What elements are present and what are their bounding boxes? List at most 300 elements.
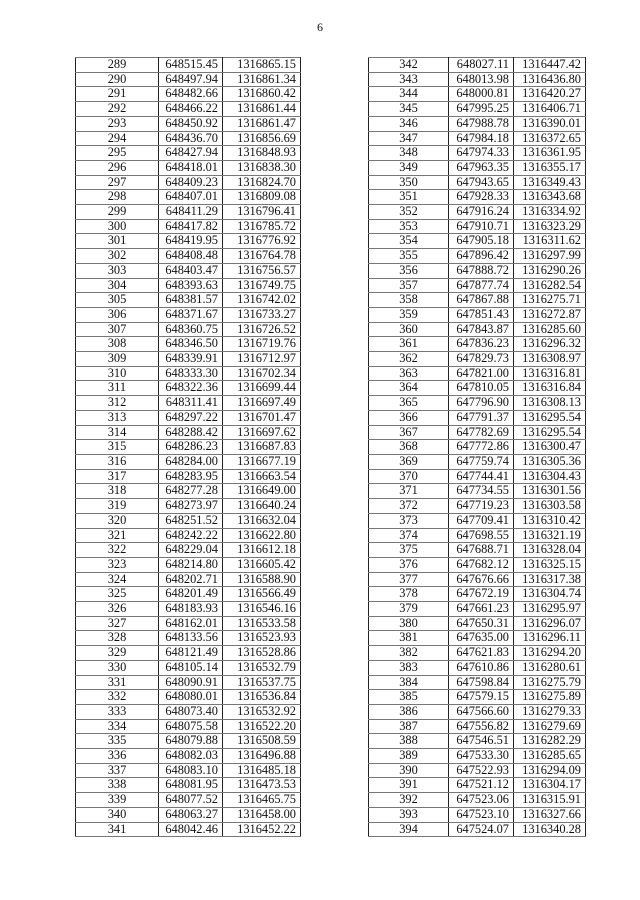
x-coordinate-cell: 647556.82 xyxy=(449,719,514,734)
y-coordinate-cell: 1316295.54 xyxy=(514,410,586,425)
point-number-cell: 364 xyxy=(369,381,449,396)
y-coordinate-cell: 1316323.29 xyxy=(514,219,586,234)
table-row xyxy=(76,146,301,161)
x-coordinate-cell: 647598.84 xyxy=(449,675,514,690)
y-coordinate-cell: 1316406.71 xyxy=(514,102,586,117)
x-coordinate-cell: 647791.37 xyxy=(449,410,514,425)
table-row xyxy=(76,205,301,220)
table-row xyxy=(369,131,586,146)
x-coordinate-cell: 648251.52 xyxy=(159,513,223,528)
y-coordinate-cell: 1316697.49 xyxy=(223,396,301,411)
point-number-cell: 297 xyxy=(76,175,159,190)
point-number-cell: 382 xyxy=(369,646,449,661)
x-coordinate-cell: 648408.48 xyxy=(159,249,223,264)
y-coordinate-cell: 1316294.20 xyxy=(514,646,586,661)
x-coordinate-cell: 648105.14 xyxy=(159,660,223,675)
table-row xyxy=(369,278,586,293)
table-row xyxy=(76,675,301,690)
y-coordinate-cell: 1316275.71 xyxy=(514,293,586,308)
point-number-cell: 374 xyxy=(369,528,449,543)
y-coordinate-cell: 1316447.42 xyxy=(514,58,586,73)
point-number-cell: 346 xyxy=(369,116,449,131)
x-coordinate-cell: 647744.41 xyxy=(449,469,514,484)
point-number-cell: 361 xyxy=(369,337,449,352)
table-row xyxy=(76,116,301,131)
table-row xyxy=(369,454,586,469)
x-coordinate-cell: 647734.55 xyxy=(449,484,514,499)
y-coordinate-cell: 1316327.66 xyxy=(514,807,586,822)
table-row xyxy=(76,719,301,734)
x-coordinate-cell: 648482.66 xyxy=(159,87,223,102)
x-coordinate-cell: 648393.63 xyxy=(159,278,223,293)
table-row xyxy=(76,543,301,558)
y-coordinate-cell: 1316304.17 xyxy=(514,778,586,793)
x-coordinate-cell: 648079.88 xyxy=(159,734,223,749)
x-coordinate-cell: 648063.27 xyxy=(159,807,223,822)
table-row xyxy=(369,528,586,543)
point-number-cell: 354 xyxy=(369,234,449,249)
x-coordinate-cell: 647836.23 xyxy=(449,337,514,352)
point-number-cell: 365 xyxy=(369,396,449,411)
y-coordinate-cell: 1316588.90 xyxy=(223,572,301,587)
table-row xyxy=(369,293,586,308)
table-row xyxy=(76,87,301,102)
x-coordinate-cell: 648121.49 xyxy=(159,646,223,661)
x-coordinate-cell: 647974.33 xyxy=(449,146,514,161)
table-row xyxy=(76,690,301,705)
point-number-cell: 356 xyxy=(369,263,449,278)
y-coordinate-cell: 1316861.34 xyxy=(223,72,301,87)
table-row xyxy=(76,352,301,367)
point-number-cell: 343 xyxy=(369,72,449,87)
point-number-cell: 322 xyxy=(76,543,159,558)
y-coordinate-cell: 1316317.38 xyxy=(514,572,586,587)
y-coordinate-cell: 1316756.57 xyxy=(223,263,301,278)
x-coordinate-cell: 648418.01 xyxy=(159,160,223,175)
x-coordinate-cell: 647759.74 xyxy=(449,454,514,469)
x-coordinate-cell: 648286.23 xyxy=(159,440,223,455)
table-row xyxy=(369,307,586,322)
point-number-cell: 380 xyxy=(369,616,449,631)
y-coordinate-cell: 1316321.19 xyxy=(514,528,586,543)
x-coordinate-cell: 647843.87 xyxy=(449,322,514,337)
table-row xyxy=(76,366,301,381)
y-coordinate-cell: 1316699.44 xyxy=(223,381,301,396)
x-coordinate-cell: 648162.01 xyxy=(159,616,223,631)
y-coordinate-cell: 1316848.93 xyxy=(223,146,301,161)
y-coordinate-cell: 1316663.54 xyxy=(223,469,301,484)
point-number-cell: 359 xyxy=(369,307,449,322)
table-row xyxy=(369,366,586,381)
x-coordinate-cell: 647851.43 xyxy=(449,307,514,322)
x-coordinate-cell: 648339.91 xyxy=(159,352,223,367)
x-coordinate-cell: 648000.81 xyxy=(449,87,514,102)
y-coordinate-cell: 1316677.19 xyxy=(223,454,301,469)
x-coordinate-cell: 647688.71 xyxy=(449,543,514,558)
point-number-cell: 347 xyxy=(369,131,449,146)
x-coordinate-cell: 648409.23 xyxy=(159,175,223,190)
x-coordinate-cell: 647719.23 xyxy=(449,499,514,514)
x-coordinate-cell: 648311.41 xyxy=(159,396,223,411)
point-number-cell: 324 xyxy=(76,572,159,587)
point-number-cell: 289 xyxy=(76,58,159,73)
x-coordinate-cell: 648297.22 xyxy=(159,410,223,425)
x-coordinate-cell: 648381.57 xyxy=(159,293,223,308)
table-row xyxy=(369,249,586,264)
point-number-cell: 312 xyxy=(76,396,159,411)
table-row xyxy=(76,263,301,278)
y-coordinate-cell: 1316334.92 xyxy=(514,205,586,220)
x-coordinate-cell: 647896.42 xyxy=(449,249,514,264)
point-number-cell: 342 xyxy=(369,58,449,73)
y-coordinate-cell: 1316295.97 xyxy=(514,602,586,617)
y-coordinate-cell: 1316860.42 xyxy=(223,87,301,102)
table-row xyxy=(369,763,586,778)
y-coordinate-cell: 1316546.16 xyxy=(223,602,301,617)
point-number-cell: 367 xyxy=(369,425,449,440)
y-coordinate-cell: 1316458.00 xyxy=(223,807,301,822)
x-coordinate-cell: 648333.30 xyxy=(159,366,223,381)
table-row xyxy=(369,704,586,719)
y-coordinate-cell: 1316282.54 xyxy=(514,278,586,293)
point-number-cell: 334 xyxy=(76,719,159,734)
x-coordinate-cell: 648346.50 xyxy=(159,337,223,352)
x-coordinate-cell: 648083.10 xyxy=(159,763,223,778)
point-number-cell: 317 xyxy=(76,469,159,484)
table-row xyxy=(369,352,586,367)
y-coordinate-cell: 1316533.58 xyxy=(223,616,301,631)
table-row xyxy=(76,234,301,249)
table-row xyxy=(369,543,586,558)
table-row xyxy=(76,307,301,322)
y-coordinate-cell: 1316295.54 xyxy=(514,425,586,440)
point-number-cell: 384 xyxy=(369,675,449,690)
point-number-cell: 304 xyxy=(76,278,159,293)
y-coordinate-cell: 1316328.04 xyxy=(514,543,586,558)
coordinates-table-right xyxy=(368,57,586,837)
point-number-cell: 337 xyxy=(76,763,159,778)
point-number-cell: 352 xyxy=(369,205,449,220)
x-coordinate-cell: 647661.23 xyxy=(449,602,514,617)
table-row xyxy=(76,381,301,396)
x-coordinate-cell: 648201.49 xyxy=(159,587,223,602)
x-coordinate-cell: 647635.00 xyxy=(449,631,514,646)
point-number-cell: 298 xyxy=(76,190,159,205)
table-row xyxy=(369,557,586,572)
table-row xyxy=(76,734,301,749)
y-coordinate-cell: 1316349.43 xyxy=(514,175,586,190)
point-number-cell: 332 xyxy=(76,690,159,705)
point-number-cell: 308 xyxy=(76,337,159,352)
table-row xyxy=(369,175,586,190)
table-row xyxy=(76,602,301,617)
x-coordinate-cell: 647533.30 xyxy=(449,749,514,764)
point-number-cell: 351 xyxy=(369,190,449,205)
point-number-cell: 303 xyxy=(76,263,159,278)
point-number-cell: 385 xyxy=(369,690,449,705)
x-coordinate-cell: 647867.88 xyxy=(449,293,514,308)
point-number-cell: 335 xyxy=(76,734,159,749)
x-coordinate-cell: 648427.94 xyxy=(159,146,223,161)
x-coordinate-cell: 647610.86 xyxy=(449,660,514,675)
point-number-cell: 325 xyxy=(76,587,159,602)
x-coordinate-cell: 648288.42 xyxy=(159,425,223,440)
table-row xyxy=(369,219,586,234)
y-coordinate-cell: 1316420.27 xyxy=(514,87,586,102)
y-coordinate-cell: 1316566.49 xyxy=(223,587,301,602)
x-coordinate-cell: 647877.74 xyxy=(449,278,514,293)
x-coordinate-cell: 647709.41 xyxy=(449,513,514,528)
point-number-cell: 366 xyxy=(369,410,449,425)
table-row xyxy=(76,219,301,234)
point-number-cell: 299 xyxy=(76,205,159,220)
y-coordinate-cell: 1316279.33 xyxy=(514,704,586,719)
x-coordinate-cell: 647943.65 xyxy=(449,175,514,190)
table-row xyxy=(76,469,301,484)
x-coordinate-cell: 648133.56 xyxy=(159,631,223,646)
x-coordinate-cell: 648075.58 xyxy=(159,719,223,734)
table-row xyxy=(76,72,301,87)
y-coordinate-cell: 1316632.04 xyxy=(223,513,301,528)
point-number-cell: 314 xyxy=(76,425,159,440)
x-coordinate-cell: 648497.94 xyxy=(159,72,223,87)
table-row xyxy=(369,675,586,690)
y-coordinate-cell: 1316316.84 xyxy=(514,381,586,396)
point-number-cell: 341 xyxy=(76,822,159,837)
x-coordinate-cell: 647988.78 xyxy=(449,116,514,131)
point-number-cell: 379 xyxy=(369,602,449,617)
table-row xyxy=(76,513,301,528)
table-row xyxy=(76,160,301,175)
y-coordinate-cell: 1316452.22 xyxy=(223,822,301,837)
x-coordinate-cell: 647928.33 xyxy=(449,190,514,205)
y-coordinate-cell: 1316702.34 xyxy=(223,366,301,381)
x-coordinate-cell: 647650.31 xyxy=(449,616,514,631)
x-coordinate-cell: 647523.10 xyxy=(449,807,514,822)
table-row xyxy=(76,322,301,337)
x-coordinate-cell: 648360.75 xyxy=(159,322,223,337)
y-coordinate-cell: 1316485.18 xyxy=(223,763,301,778)
y-coordinate-cell: 1316605.42 xyxy=(223,557,301,572)
x-coordinate-cell: 648242.22 xyxy=(159,528,223,543)
point-number-cell: 316 xyxy=(76,454,159,469)
y-coordinate-cell: 1316764.78 xyxy=(223,249,301,264)
point-number-cell: 331 xyxy=(76,675,159,690)
point-number-cell: 386 xyxy=(369,704,449,719)
y-coordinate-cell: 1316310.42 xyxy=(514,513,586,528)
x-coordinate-cell: 648417.82 xyxy=(159,219,223,234)
table-row xyxy=(369,190,586,205)
x-coordinate-cell: 647910.71 xyxy=(449,219,514,234)
y-coordinate-cell: 1316465.75 xyxy=(223,793,301,808)
y-coordinate-cell: 1316436.80 xyxy=(514,72,586,87)
x-coordinate-cell: 647796.90 xyxy=(449,396,514,411)
point-number-cell: 353 xyxy=(369,219,449,234)
table-row xyxy=(369,690,586,705)
x-coordinate-cell: 648273.97 xyxy=(159,499,223,514)
table-row xyxy=(369,146,586,161)
point-number-cell: 296 xyxy=(76,160,159,175)
table-row xyxy=(76,454,301,469)
x-coordinate-cell: 648515.45 xyxy=(159,58,223,73)
table-row xyxy=(369,778,586,793)
point-number-cell: 321 xyxy=(76,528,159,543)
table-row xyxy=(76,293,301,308)
y-coordinate-cell: 1316687.83 xyxy=(223,440,301,455)
point-number-cell: 300 xyxy=(76,219,159,234)
x-coordinate-cell: 647698.55 xyxy=(449,528,514,543)
x-coordinate-cell: 647522.93 xyxy=(449,763,514,778)
x-coordinate-cell: 647821.00 xyxy=(449,366,514,381)
table-row xyxy=(76,131,301,146)
table-row xyxy=(369,734,586,749)
x-coordinate-cell: 648436.70 xyxy=(159,131,223,146)
table-row xyxy=(76,58,301,73)
y-coordinate-cell: 1316272.87 xyxy=(514,307,586,322)
point-number-cell: 328 xyxy=(76,631,159,646)
y-coordinate-cell: 1316496.88 xyxy=(223,749,301,764)
table-row xyxy=(76,572,301,587)
y-coordinate-cell: 1316361.95 xyxy=(514,146,586,161)
y-coordinate-cell: 1316275.89 xyxy=(514,690,586,705)
y-coordinate-cell: 1316311.62 xyxy=(514,234,586,249)
y-coordinate-cell: 1316325.15 xyxy=(514,557,586,572)
table-row xyxy=(76,528,301,543)
table-row xyxy=(369,822,586,837)
x-coordinate-cell: 647579.15 xyxy=(449,690,514,705)
y-coordinate-cell: 1316372.65 xyxy=(514,131,586,146)
y-coordinate-cell: 1316796.41 xyxy=(223,205,301,220)
y-coordinate-cell: 1316742.02 xyxy=(223,293,301,308)
y-coordinate-cell: 1316733.27 xyxy=(223,307,301,322)
x-coordinate-cell: 648284.00 xyxy=(159,454,223,469)
point-number-cell: 350 xyxy=(369,175,449,190)
table-row xyxy=(369,337,586,352)
y-coordinate-cell: 1316282.29 xyxy=(514,734,586,749)
point-number-cell: 387 xyxy=(369,719,449,734)
y-coordinate-cell: 1316856.69 xyxy=(223,131,301,146)
x-coordinate-cell: 648277.28 xyxy=(159,484,223,499)
point-number-cell: 345 xyxy=(369,102,449,117)
table-row xyxy=(76,587,301,602)
y-coordinate-cell: 1316749.75 xyxy=(223,278,301,293)
x-coordinate-cell: 648042.46 xyxy=(159,822,223,837)
point-number-cell: 340 xyxy=(76,807,159,822)
table-row xyxy=(369,440,586,455)
table-row xyxy=(76,660,301,675)
y-coordinate-cell: 1316294.09 xyxy=(514,763,586,778)
y-coordinate-cell: 1316838.30 xyxy=(223,160,301,175)
x-coordinate-cell: 648027.11 xyxy=(449,58,514,73)
y-coordinate-cell: 1316508.59 xyxy=(223,734,301,749)
y-coordinate-cell: 1316473.53 xyxy=(223,778,301,793)
point-number-cell: 327 xyxy=(76,616,159,631)
y-coordinate-cell: 1316528.86 xyxy=(223,646,301,661)
x-coordinate-cell: 648183.93 xyxy=(159,602,223,617)
point-number-cell: 368 xyxy=(369,440,449,455)
y-coordinate-cell: 1316308.13 xyxy=(514,396,586,411)
point-number-cell: 290 xyxy=(76,72,159,87)
point-number-cell: 302 xyxy=(76,249,159,264)
x-coordinate-cell: 648077.52 xyxy=(159,793,223,808)
point-number-cell: 301 xyxy=(76,234,159,249)
table-row xyxy=(369,58,586,73)
point-number-cell: 319 xyxy=(76,499,159,514)
y-coordinate-cell: 1316304.74 xyxy=(514,587,586,602)
x-coordinate-cell: 647676.66 xyxy=(449,572,514,587)
page-number: 6 xyxy=(317,20,323,34)
x-coordinate-cell: 648411.29 xyxy=(159,205,223,220)
x-coordinate-cell: 647523.06 xyxy=(449,793,514,808)
table-row xyxy=(76,778,301,793)
y-coordinate-cell: 1316523.93 xyxy=(223,631,301,646)
point-number-cell: 291 xyxy=(76,87,159,102)
point-number-cell: 381 xyxy=(369,631,449,646)
y-coordinate-cell: 1316305.36 xyxy=(514,454,586,469)
point-number-cell: 344 xyxy=(369,87,449,102)
point-number-cell: 378 xyxy=(369,587,449,602)
table-row xyxy=(369,749,586,764)
table-row xyxy=(369,499,586,514)
y-coordinate-cell: 1316776.92 xyxy=(223,234,301,249)
x-coordinate-cell: 647829.73 xyxy=(449,352,514,367)
table-row xyxy=(369,205,586,220)
x-coordinate-cell: 647888.72 xyxy=(449,263,514,278)
table-row xyxy=(76,807,301,822)
point-number-cell: 309 xyxy=(76,352,159,367)
x-coordinate-cell: 648419.95 xyxy=(159,234,223,249)
table-body xyxy=(369,58,586,837)
y-coordinate-cell: 1316290.26 xyxy=(514,263,586,278)
table-row xyxy=(76,749,301,764)
table-row xyxy=(369,602,586,617)
table-row xyxy=(369,425,586,440)
point-number-cell: 375 xyxy=(369,543,449,558)
point-number-cell: 362 xyxy=(369,352,449,367)
x-coordinate-cell: 648229.04 xyxy=(159,543,223,558)
table-row xyxy=(76,484,301,499)
point-number-cell: 323 xyxy=(76,557,159,572)
y-coordinate-cell: 1316296.11 xyxy=(514,631,586,646)
table-row xyxy=(76,396,301,411)
point-number-cell: 311 xyxy=(76,381,159,396)
point-number-cell: 305 xyxy=(76,293,159,308)
x-coordinate-cell: 648202.71 xyxy=(159,572,223,587)
x-coordinate-cell: 647984.18 xyxy=(449,131,514,146)
table-row xyxy=(369,646,586,661)
table-row xyxy=(369,116,586,131)
x-coordinate-cell: 647546.51 xyxy=(449,734,514,749)
x-coordinate-cell: 648403.47 xyxy=(159,263,223,278)
point-number-cell: 320 xyxy=(76,513,159,528)
point-number-cell: 313 xyxy=(76,410,159,425)
x-coordinate-cell: 648013.98 xyxy=(449,72,514,87)
y-coordinate-cell: 1316279.69 xyxy=(514,719,586,734)
y-coordinate-cell: 1316285.60 xyxy=(514,322,586,337)
x-coordinate-cell: 647963.35 xyxy=(449,160,514,175)
y-coordinate-cell: 1316316.81 xyxy=(514,366,586,381)
x-coordinate-cell: 648082.03 xyxy=(159,749,223,764)
point-number-cell: 393 xyxy=(369,807,449,822)
y-coordinate-cell: 1316640.24 xyxy=(223,499,301,514)
y-coordinate-cell: 1316649.00 xyxy=(223,484,301,499)
y-coordinate-cell: 1316343.68 xyxy=(514,190,586,205)
x-coordinate-cell: 648450.92 xyxy=(159,116,223,131)
point-number-cell: 348 xyxy=(369,146,449,161)
point-number-cell: 370 xyxy=(369,469,449,484)
x-coordinate-cell: 648466.22 xyxy=(159,102,223,117)
table-row xyxy=(369,87,586,102)
